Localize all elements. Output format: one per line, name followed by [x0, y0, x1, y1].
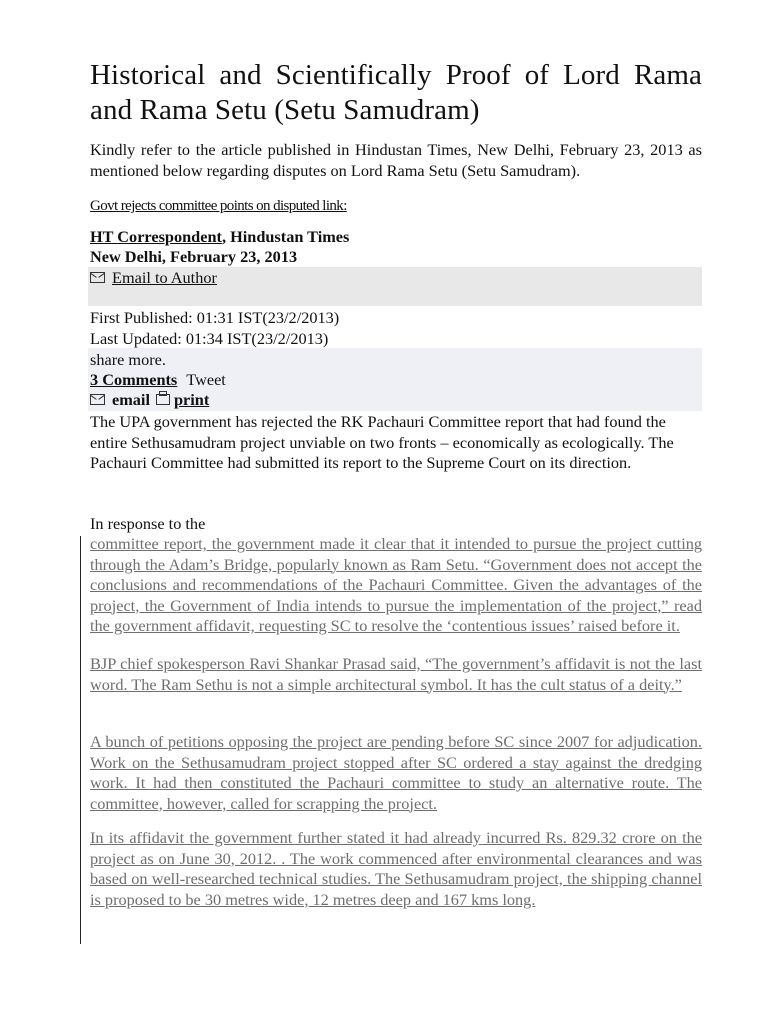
- envelope-icon: [90, 272, 105, 283]
- quote-margin-bar: [80, 536, 81, 944]
- quoted-paragraph[interactable]: BJP chief spokesperson Ravi Shankar Prasad said, “The government’s affidavit is not the last word. The Ram Sethu is not a simple architectural symbol. It has the cult status of a deity.”: [90, 654, 702, 694]
- quoted-paragraph[interactable]: committee report, the government made it clear that it intended to pursue the project cutting through the Adam’s Bridge, popularly known as Ram Setu. “Government does not accept the conclusions and recommendations of the Pachauri Committee. Given the advantages of the project, the Government of India intends to pursue the implementation of the project,” read the government affidavit, requesting SC to resolve the ‘contentious issues’ raised before it.: [90, 534, 702, 635]
- response-lead: In response to the: [90, 514, 206, 533]
- quoted-paragraph[interactable]: In its affidavit the government further stated it had already incurred Rs. 829.32 crore on the project as on June 30, 2012. . The work commenced after environmental clearances and was based on well-researched technical studies. The Sethusamudram project, the shipping channel is proposed to be 30 metres wide, 12 metres deep and 167 kms long.: [90, 828, 702, 909]
- publish-meta: [90, 308, 339, 349]
- body-paragraph: The UPA government has rejected the RK Pachauri Committee report that had found the entire Sethusamudram project unviable on two fronts – economically as ecologically. The Pachauri Committee had submitted its report to the Supreme Court on its direction.: [90, 412, 674, 472]
- quoted-paragraph[interactable]: A bunch of petitions opposing the project are pending before SC since 2007 for adjudication. Work on the Sethusamudram project stopped after SC ordered a stay against the dredging work. It had then constituted the Pachauri committee to study an alternative route. The committee, however, called for scrapping the project.: [90, 732, 702, 813]
- tweet-button[interactable]: Tweet: [186, 370, 226, 389]
- page-title: Historical and Scientifically Proof of Lord Rama and Rama Setu (Setu Samudram): [90, 59, 702, 126]
- share-more-link[interactable]: share more.: [90, 350, 166, 369]
- email-link[interactable]: email: [112, 390, 150, 409]
- email-author-row: [90, 268, 217, 288]
- email-print-row: [90, 390, 209, 410]
- intro-paragraph: Kindly refer to the article published in Hindustan Times, New Delhi, February 23, 2013 as mentioned below regarding disputes on Lord Rama Setu (Setu Samudram).: [90, 140, 702, 180]
- publication-name: , Hindustan Times: [221, 227, 350, 246]
- first-published: First Published: 01:31 IST(23/2/2013): [90, 308, 340, 327]
- comments-row: [90, 370, 226, 390]
- email-author-link[interactable]: Email to Author: [112, 268, 217, 287]
- byline: [90, 227, 702, 267]
- printer-icon: [156, 394, 170, 405]
- dateline: New Delhi, February 23, 2013: [90, 247, 298, 266]
- article-headline: Govt rejects committee points on disputed link:: [90, 198, 347, 214]
- comments-link[interactable]: 3 Comments: [90, 370, 178, 389]
- print-link[interactable]: print: [173, 390, 210, 409]
- last-updated: Last Updated: 01:34 IST(23/2/2013): [90, 328, 329, 348]
- correspondent-link[interactable]: HT Correspondent: [90, 227, 222, 246]
- envelope-icon: [90, 394, 105, 405]
